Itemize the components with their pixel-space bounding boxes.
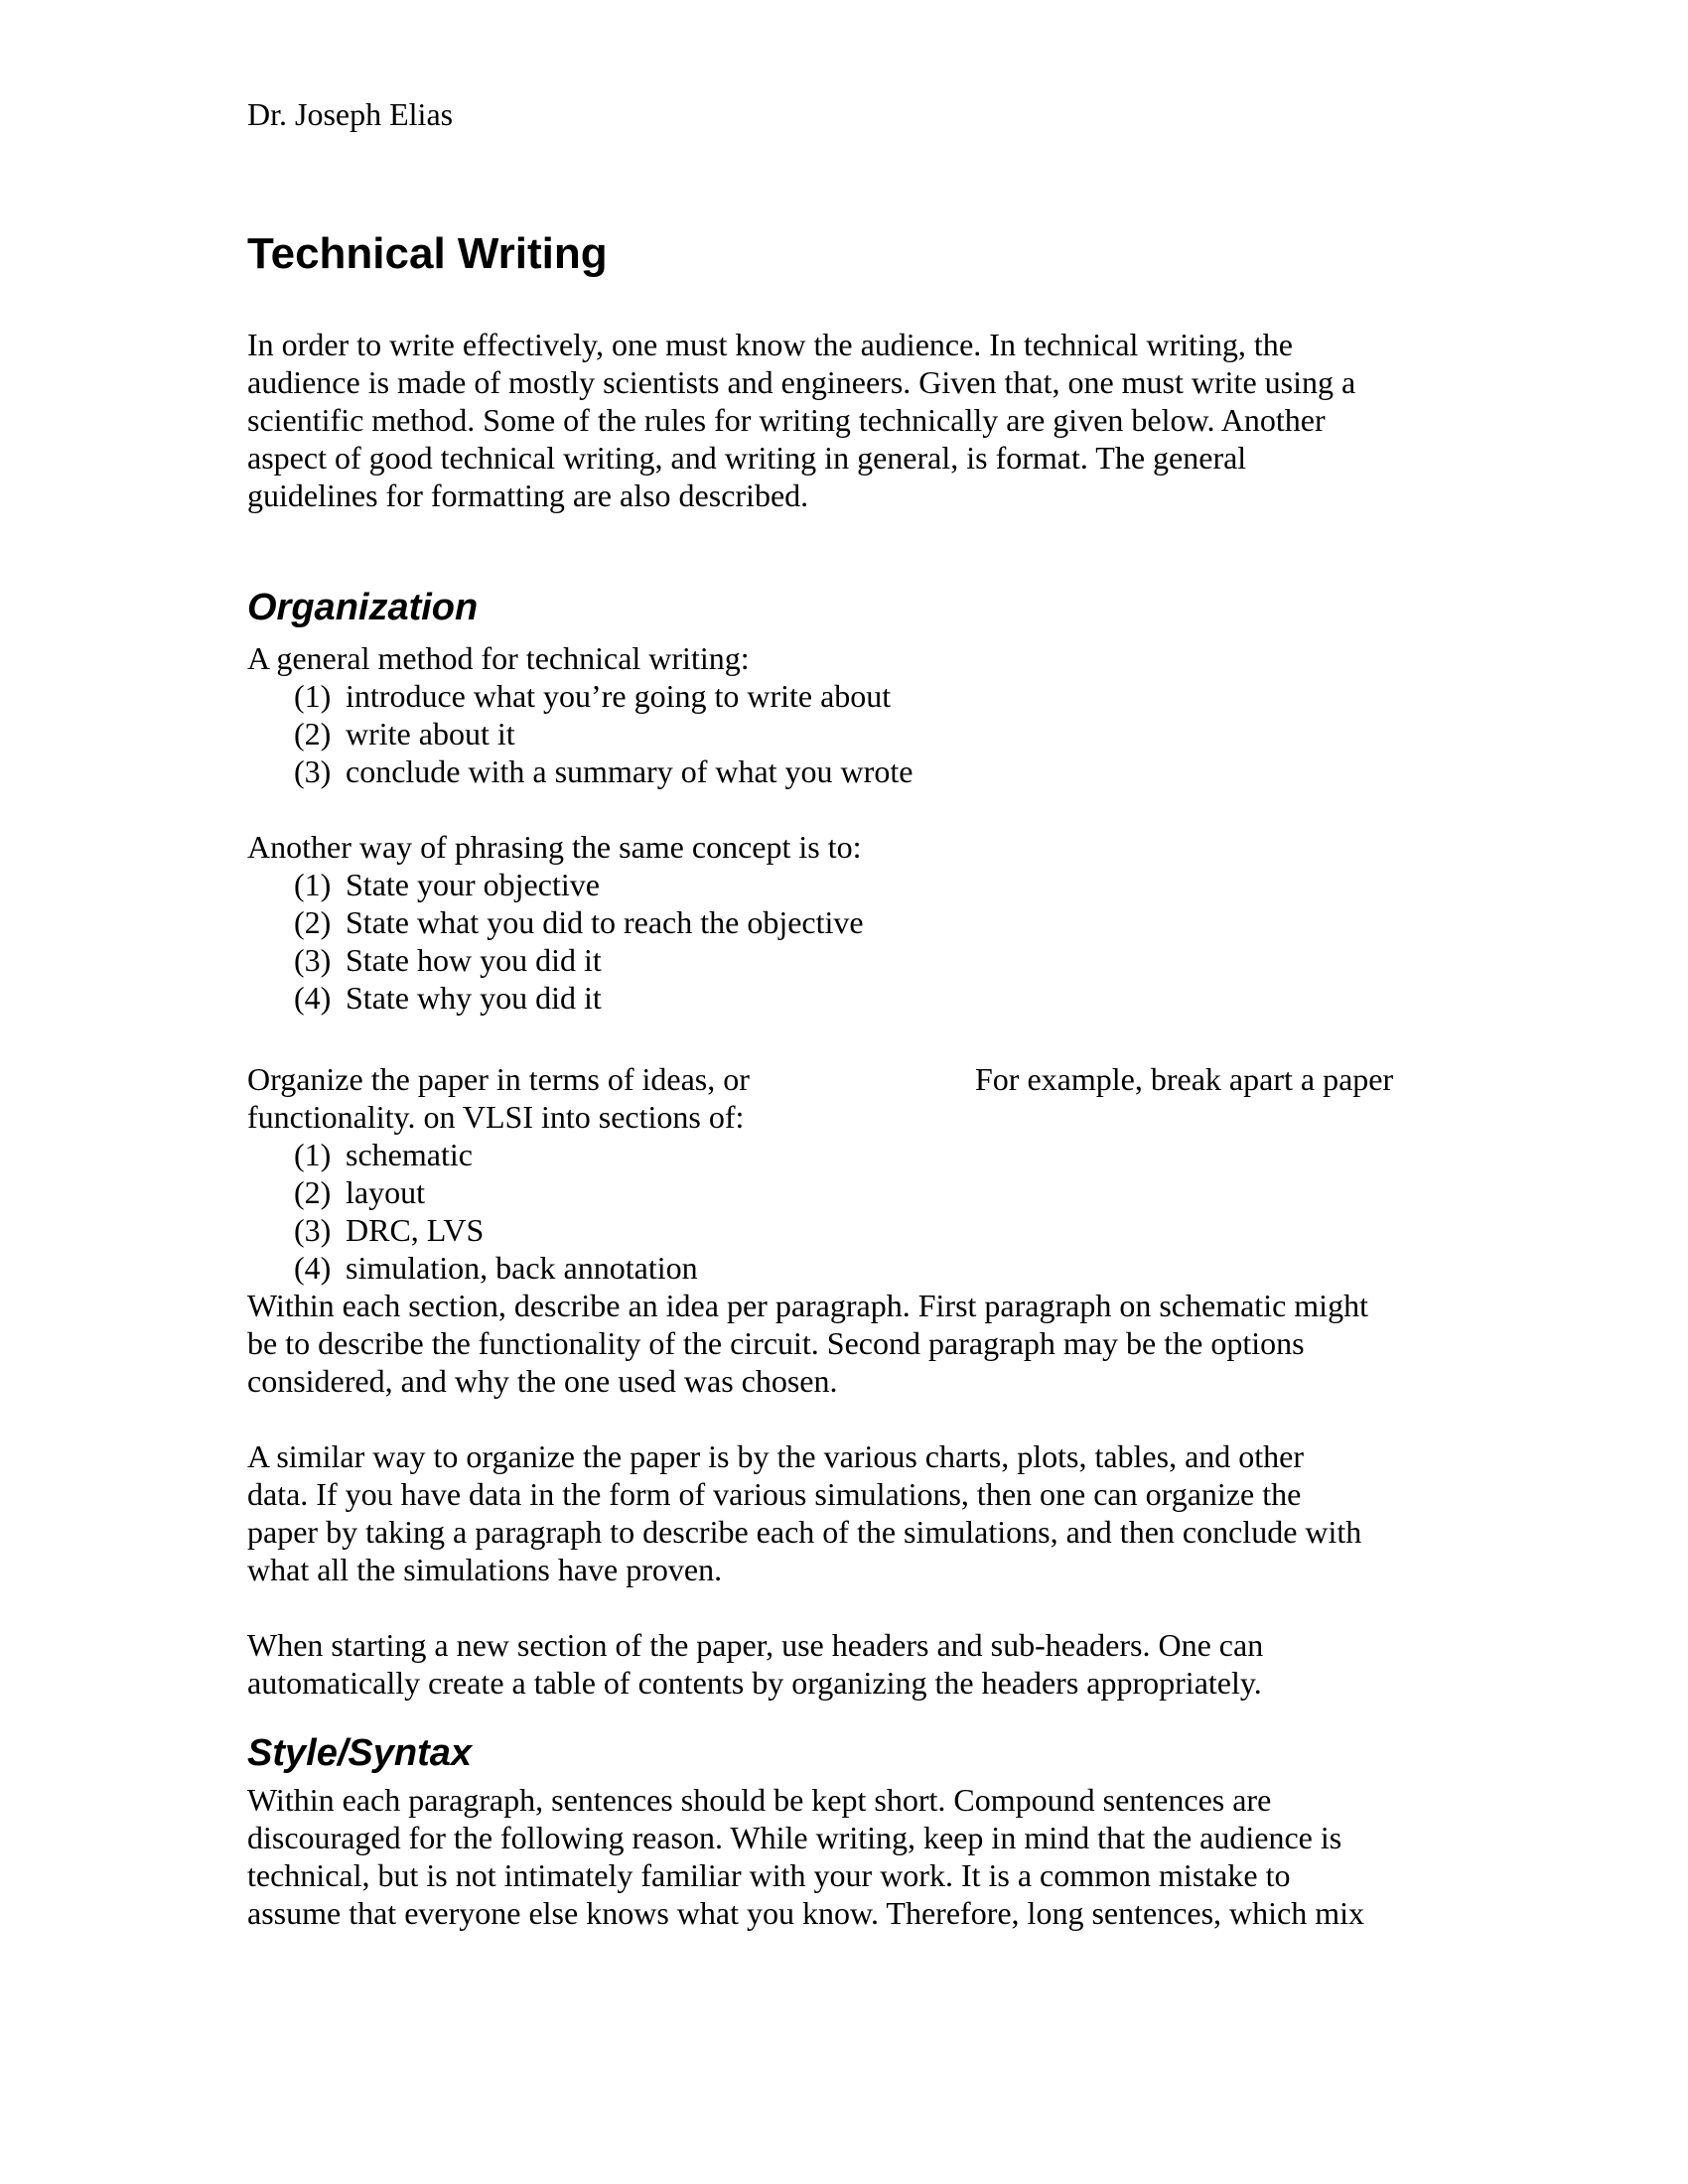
list-item	[294, 941, 864, 979]
list-text: layout	[346, 1174, 425, 1210]
method-intro: A general method for technical writing:	[247, 640, 750, 676]
list-item	[294, 903, 864, 941]
list-text: DRC, LVS	[346, 1212, 485, 1248]
list-text: conclude with a summary of what you wrote	[346, 753, 914, 789]
intro-line: audience is made of mostly scientists and engineers. Given that, one must write using a	[247, 364, 1356, 400]
intro-line: scientific method. Some of the rules for writing technically are given below. Another	[247, 402, 1326, 438]
paragraph-line: data. If you have data in the form of various simulations, then one can organize the	[247, 1476, 1302, 1512]
within-section-paragraph	[247, 1287, 1469, 1400]
phrasing-intro: Another way of phrasing the same concept is to:	[247, 829, 862, 865]
list-text: State why you did it	[346, 980, 602, 1016]
list-item	[294, 1211, 698, 1249]
list-item	[294, 677, 913, 715]
list-number: (1)	[294, 1137, 332, 1172]
list-number: (4)	[294, 1250, 332, 1286]
ideas-line-left: Organize the paper in terms of ideas, or	[247, 1061, 750, 1097]
list-text: schematic	[346, 1137, 473, 1172]
list-number: (2)	[294, 1174, 332, 1210]
list-item	[294, 715, 913, 752]
ideas-line-right: For example, break apart a paper	[975, 1061, 1394, 1097]
new-section-paragraph	[247, 1626, 1469, 1702]
similar-way-paragraph	[247, 1437, 1469, 1588]
intro-line: In order to write effectively, one must know the audience. In technical writing, the	[247, 327, 1293, 362]
vlsi-sections-list	[294, 1136, 698, 1287]
paragraph-line: technical, but is not intimately familiar with your work. It is a common mistake to	[247, 1857, 1291, 1893]
intro-line: guidelines for formatting are also described.	[247, 478, 809, 513]
paragraph-line: Within each paragraph, sentences should be kept short. Compound sentences are	[247, 1782, 1272, 1818]
author-name: Dr. Joseph Elias	[247, 96, 454, 132]
paragraph-line: paper by taking a paragraph to describe each of the simulations, and then conclude with	[247, 1514, 1362, 1550]
intro-paragraph	[247, 326, 1469, 514]
list-item	[294, 1136, 698, 1173]
list-number: (1)	[294, 678, 332, 714]
list-number: (3)	[294, 1212, 332, 1248]
document-title: Technical Writing	[247, 229, 608, 278]
list-number: (4)	[294, 980, 332, 1016]
paragraph-line: discouraged for the following reason. While writing, keep in mind that the audience is	[247, 1820, 1342, 1855]
paragraph-line: Within each section, describe an idea per paragraph. First paragraph on schematic might	[247, 1288, 1368, 1323]
phrasing-list	[294, 866, 864, 1017]
list-number: (2)	[294, 716, 332, 751]
list-text: introduce what you’re going to write about	[346, 678, 892, 714]
list-text: simulation, back annotation	[346, 1250, 698, 1286]
list-number: (3)	[294, 753, 332, 789]
list-item	[294, 1249, 698, 1287]
intro-line: aspect of good technical writing, and writing in general, is format. The general	[247, 440, 1247, 476]
paragraph-line: assume that everyone else knows what you know. Therefore, long sentences, which mix	[247, 1895, 1365, 1931]
paragraph-line: A similar way to organize the paper is by the various charts, plots, tables, and other	[247, 1438, 1305, 1474]
paragraph-line: automatically create a table of contents by organizing the headers appropriately.	[247, 1665, 1262, 1701]
list-text: write about it	[346, 716, 515, 751]
section-heading-organization: Organization	[247, 587, 479, 628]
paragraph-line: When starting a new section of the paper, use headers and sub-headers. One can	[247, 1627, 1264, 1663]
list-item	[294, 866, 864, 903]
section-heading-style-syntax: Style/Syntax	[247, 1732, 472, 1774]
paragraph-line: considered, and why the one used was chosen.	[247, 1363, 838, 1399]
list-number: (2)	[294, 904, 332, 940]
ideas-line-second: functionality. on VLSI into sections of:	[247, 1099, 745, 1135]
paragraph-line: be to describe the functionality of the circuit. Second paragraph may be the options	[247, 1325, 1305, 1361]
list-text: State your objective	[346, 867, 600, 902]
paragraph-line: what all the simulations have proven.	[247, 1552, 723, 1587]
list-number: (3)	[294, 942, 332, 978]
list-item	[294, 979, 864, 1017]
list-number: (1)	[294, 867, 332, 902]
list-text: State how you did it	[346, 942, 602, 978]
list-item	[294, 752, 913, 790]
style-syntax-paragraph	[247, 1781, 1469, 1932]
list-text: State what you did to reach the objective	[346, 904, 864, 940]
method-list	[294, 677, 913, 790]
list-item	[294, 1173, 698, 1211]
